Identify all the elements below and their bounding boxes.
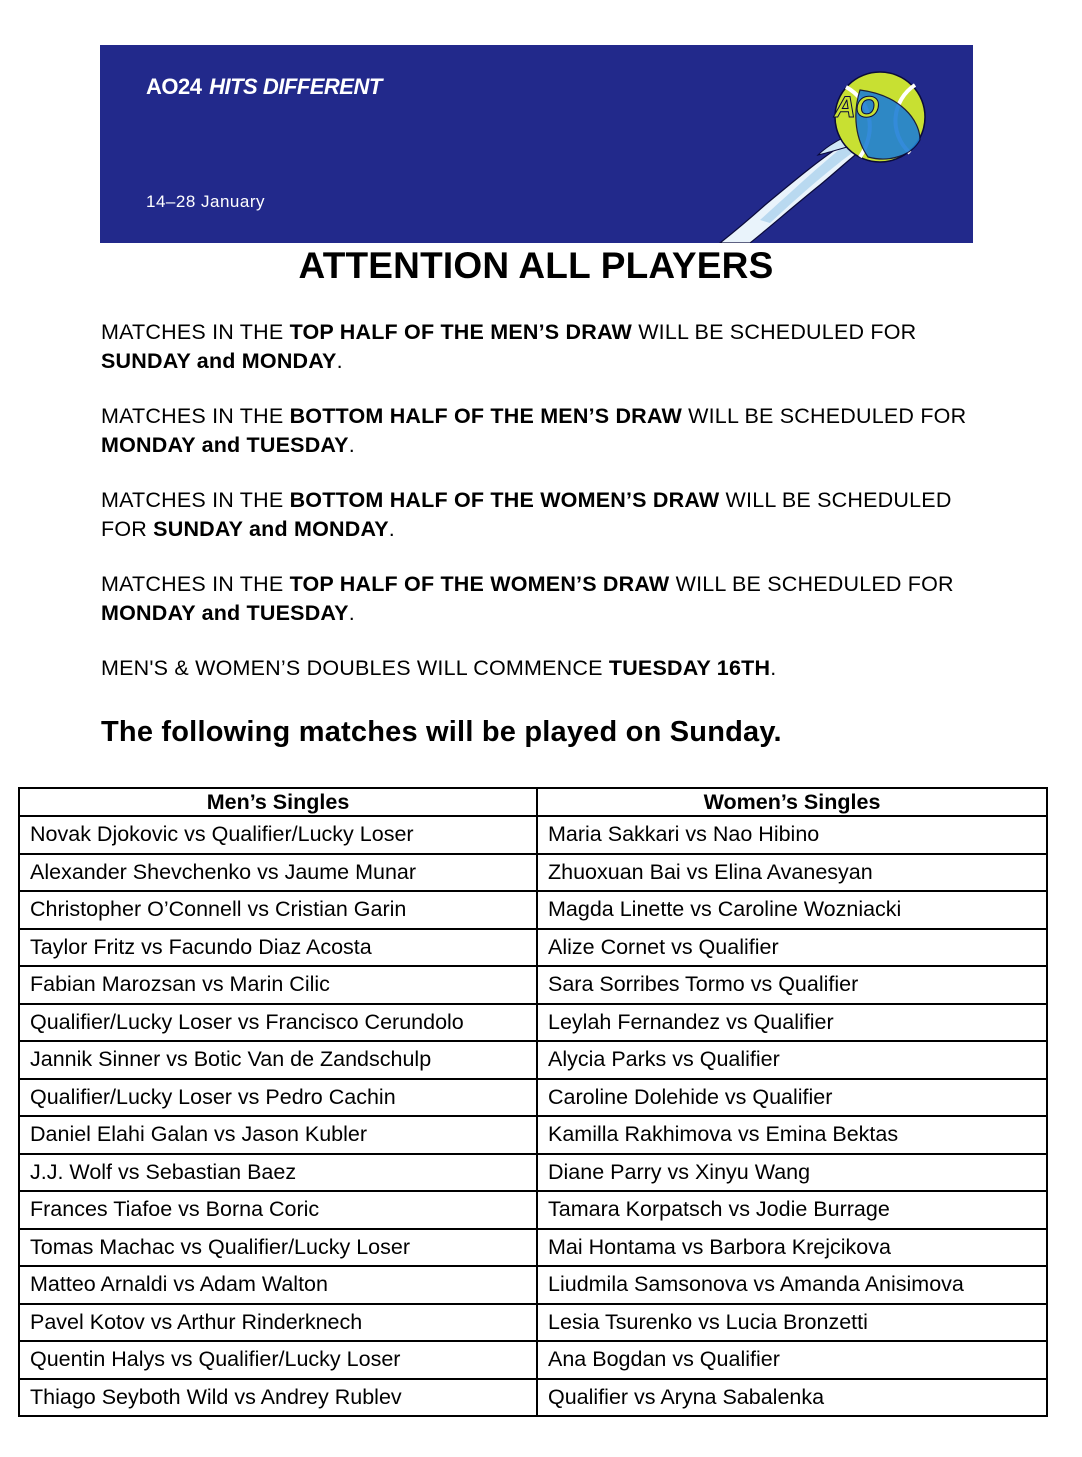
mens-singles-match: Matteo Arnaldi vs Adam Walton [19, 1266, 537, 1304]
notice-bottom-half-womens: MATCHES IN THE BOTTOM HALF OF THE WOMEN’S DRAW WILL BE SCHEDULED FOR SUNDAY and MONDAY. [101, 488, 952, 541]
mens-singles-match: Qualifier/Lucky Loser vs Pedro Cachin [19, 1079, 537, 1117]
table-header-row [19, 788, 1047, 816]
womens-singles-match: Lesia Tsurenko vs Lucia Bronzetti [537, 1304, 1047, 1342]
womens-singles-match: Zhuoxuan Bai vs Elina Avanesyan [537, 854, 1047, 892]
womens-singles-match: Alize Cornet vs Qualifier [537, 929, 1047, 967]
womens-singles-match: Qualifier vs Aryna Sabalenka [537, 1379, 1047, 1417]
table-body [19, 816, 1047, 1416]
womens-singles-match: Maria Sakkari vs Nao Hibino [537, 816, 1047, 854]
table-row [19, 1041, 1047, 1079]
table-row [19, 854, 1047, 892]
mens-singles-match: Pavel Kotov vs Arthur Rinderknech [19, 1304, 537, 1342]
page-title: ATTENTION ALL PLAYERS [298, 245, 774, 286]
notice-top-half-mens: MATCHES IN THE TOP HALF OF THE MEN’S DRAW WILL BE SCHEDULED FOR SUNDAY and MONDAY. [101, 320, 917, 373]
table-row [19, 1079, 1047, 1117]
womens-singles-match: Ana Bogdan vs Qualifier [537, 1341, 1047, 1379]
womens-singles-match: Kamilla Rakhimova vs Emina Bektas [537, 1116, 1047, 1154]
table-row [19, 1379, 1047, 1417]
womens-singles-match: Leylah Fernandez vs Qualifier [537, 1004, 1047, 1042]
table-row [19, 1341, 1047, 1379]
table-row [19, 929, 1047, 967]
mens-singles-match: Fabian Marozsan vs Marin Cilic [19, 966, 537, 1004]
womens-singles-match: Sara Sorribes Tormo vs Qualifier [537, 966, 1047, 1004]
brand-ao: AO24 [146, 74, 202, 99]
mens-singles-match: Frances Tiafoe vs Borna Coric [19, 1191, 537, 1229]
notice-bottom-half-mens: MATCHES IN THE BOTTOM HALF OF THE MEN’S DRAW WILL BE SCHEDULED FOR MONDAY and TUESDAY. [101, 404, 967, 457]
table-row [19, 1266, 1047, 1304]
mens-singles-match: Christopher O’Connell vs Cristian Garin [19, 891, 537, 929]
section-heading: The following matches will be played on Sunday. [101, 716, 782, 748]
womens-singles-match: Mai Hontama vs Barbora Krejcikova [537, 1229, 1047, 1267]
table-row [19, 1154, 1047, 1192]
brand-wordmark [146, 74, 382, 100]
womens-singles-match: Caroline Dolehide vs Qualifier [537, 1079, 1047, 1117]
womens-singles-match: Alycia Parks vs Qualifier [537, 1041, 1047, 1079]
table-row [19, 816, 1047, 854]
womens-singles-match: Magda Linette vs Caroline Wozniacki [537, 891, 1047, 929]
mens-singles-match: Alexander Shevchenko vs Jaume Munar [19, 854, 537, 892]
tennis-ball-logo-icon [620, 45, 973, 243]
column-header-womens-singles: Women’s Singles [537, 788, 1047, 816]
table-row [19, 1191, 1047, 1229]
mens-singles-match: Daniel Elahi Galan vs Jason Kubler [19, 1116, 537, 1154]
event-dates: 14–28 January [146, 192, 265, 211]
womens-singles-match: Diane Parry vs Xinyu Wang [537, 1154, 1047, 1192]
womens-singles-match: Liudmila Samsonova vs Amanda Anisimova [537, 1266, 1047, 1304]
matches-table [18, 787, 1048, 1417]
ball-logo-text: AO [834, 91, 879, 124]
table-row [19, 1116, 1047, 1154]
mens-singles-match: Taylor Fritz vs Facundo Diaz Acosta [19, 929, 537, 967]
table-row [19, 1304, 1047, 1342]
mens-singles-match: Jannik Sinner vs Botic Van de Zandschulp [19, 1041, 537, 1079]
mens-singles-match: Qualifier/Lucky Loser vs Francisco Cerundolo [19, 1004, 537, 1042]
mens-singles-match: Tomas Machac vs Qualifier/Lucky Loser [19, 1229, 537, 1267]
table-row [19, 1229, 1047, 1267]
table-row [19, 891, 1047, 929]
brand-tagline: HITS DIFFERENT [209, 74, 382, 99]
mens-singles-match: Quentin Halys vs Qualifier/Lucky Loser [19, 1341, 537, 1379]
event-banner [100, 45, 973, 243]
mens-singles-match: J.J. Wolf vs Sebastian Baez [19, 1154, 537, 1192]
mens-singles-match: Novak Djokovic vs Qualifier/Lucky Loser [19, 816, 537, 854]
table-row [19, 966, 1047, 1004]
schedule-notices [101, 318, 981, 709]
notice-doubles: MEN'S & WOMEN’S DOUBLES WILL COMMENCE TUESDAY 16TH. [101, 656, 777, 680]
notice-top-half-womens: MATCHES IN THE TOP HALF OF THE WOMEN’S DRAW WILL BE SCHEDULED FOR MONDAY and TUESDAY. [101, 572, 954, 625]
womens-singles-match: Tamara Korpatsch vs Jodie Burrage [537, 1191, 1047, 1229]
table-row [19, 1004, 1047, 1042]
mens-singles-match: Thiago Seyboth Wild vs Andrey Rublev [19, 1379, 537, 1417]
column-header-mens-singles: Men’s Singles [19, 788, 537, 816]
